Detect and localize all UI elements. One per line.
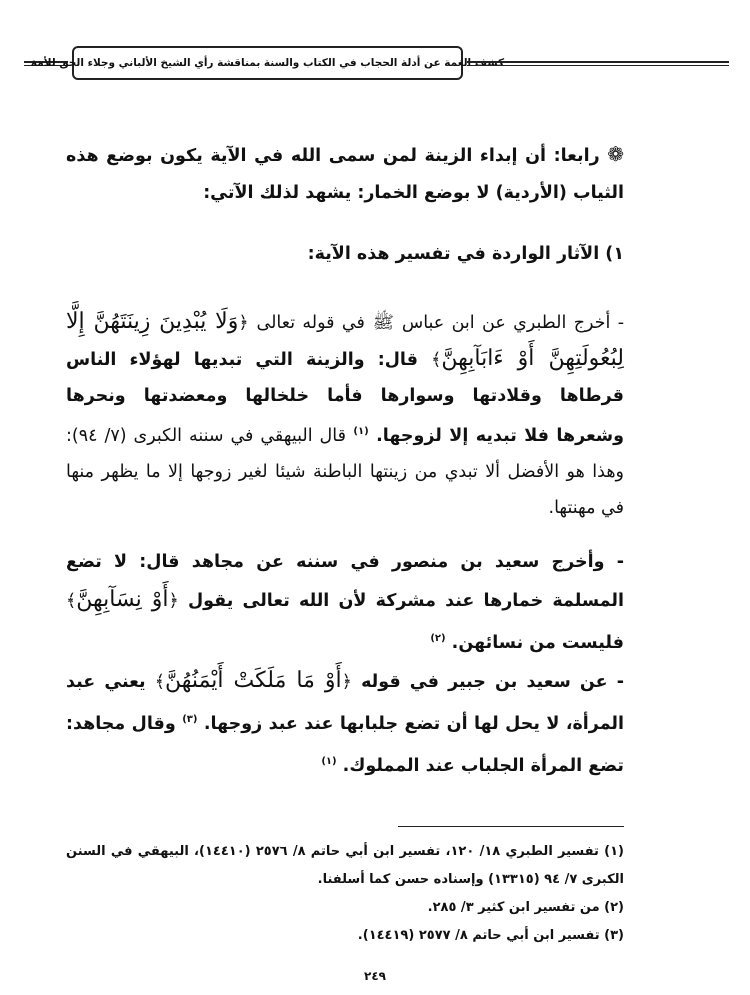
header-rule-right	[467, 61, 729, 63]
paragraph-tabari	[66, 304, 624, 526]
page-number: ٢٤٩	[364, 969, 386, 983]
quran-open-bracket: ﴿	[238, 313, 249, 333]
running-header	[24, 46, 729, 82]
footnote-ref: (١)	[353, 426, 369, 437]
paragraph-jubayr	[66, 662, 624, 785]
footnote-3: (٣) تفسير ابن أبي حاتم ٨/ ٢٥٧٧ (١٤٤١٩).	[357, 928, 624, 943]
narration-tail: قال البيهقي في سننه الكبرى (٧/ ٩٤): وهذا هو الأفضل ألا تبدي من زينتها الباطنة شيئا لغير زوجها إلا ما يظهر منها في مهنتها.	[66, 425, 624, 518]
section-heading-text: ١) الآثار الواردة في تفسير هذه الآية:	[307, 244, 624, 264]
footnote-ref-2: (١)	[321, 755, 337, 767]
quran-close-bracket: ﴾	[431, 350, 442, 370]
header-title-box	[30, 46, 505, 80]
narration-lead: - وأخرج سعيد بن منصور في سننه عن مجاهد قال: لا تضع المسلمة خمارها عند مشركة لأن الله تعالى يقول	[66, 552, 624, 611]
narration-rest: فليست من نسائهن.	[451, 632, 624, 653]
footnote-ref: (٢)	[430, 633, 446, 644]
book-title: كشف الغمة عن أدلة الحجاب في الكتاب والسنة بمناقشة رأي الشيخ الألباني وجلاء الحق للأمة	[30, 57, 505, 69]
paragraph-mansur	[66, 544, 624, 662]
flower-ornament-icon: ❁	[607, 142, 625, 166]
quran-open-bracket: ﴿	[341, 672, 352, 692]
honorific-glyph: ﷺ	[372, 313, 394, 333]
footnote-ref: (٣)	[182, 714, 198, 725]
narration-lead: - عن سعيد بن جبير في قوله	[361, 672, 625, 692]
section-heading	[66, 236, 624, 273]
quran-verse: أَوْ مَا مَلَكَتْ أَيْمَنُهُنَّ	[165, 668, 342, 693]
paragraph-text: رابعا: أن إبداء الزينة لمن سمى الله في الآية يكون بوضع هذه الثياب (الأردية) لا بوضع الخمار: يشهد لذلك الآتي:	[66, 146, 624, 203]
paragraph-fourth-point	[66, 136, 624, 212]
narration-mid: في قوله تعالى	[256, 313, 365, 333]
quran-open-bracket: ﴿	[168, 591, 179, 611]
footnote-2: (٢) من تفسير ابن كثير ٣/ ٢٨٥.	[427, 900, 624, 915]
footnote-separator	[398, 826, 624, 827]
narration-rest: قال: والزينة التي تبديها لهؤلاء الناس قرطاها وقلادتها وسوارها فأما خلخالها ومعضدتها ونحرها وشعرها فلا تبديه إلا لزوجها.	[66, 350, 624, 446]
quran-verse: أَوْ نِسَآبِهِنَّ	[76, 587, 169, 612]
narration-rest: يعني عبد المرأة، لا يحل لها أن تضع جلبابها عند عبد زوجها.	[66, 672, 624, 734]
header-rule-right-thin	[467, 65, 729, 66]
narration-tail: وقال مجاهد: تضع المرأة الجلباب عند المملوك.	[66, 713, 624, 776]
quran-verse: وَلَا يُبْدِينَ زِينَتَهُنَّ إِلَّا لِبُعُولَتِهِنَّ أَوْ ءَابَآبِهِنَّ	[66, 309, 624, 371]
narration-lead: - أخرج الطبري عن ابن عباس	[401, 313, 625, 333]
quran-close-bracket: ﴾	[154, 672, 166, 692]
footnotes	[66, 838, 624, 950]
footnote-1: (١) تفسير الطبري ١٨/ ١٢٠، تفسير ابن أبي حاتم ٨/ ٢٥٧٦ (١٤٤١٠)، البيهقي في السنن الكبرى ٧/ ٩٤ (١٣٣١٥) وإسناده حسن كما أسلفنا.	[66, 844, 624, 887]
quran-close-bracket: ﴾	[66, 591, 77, 611]
